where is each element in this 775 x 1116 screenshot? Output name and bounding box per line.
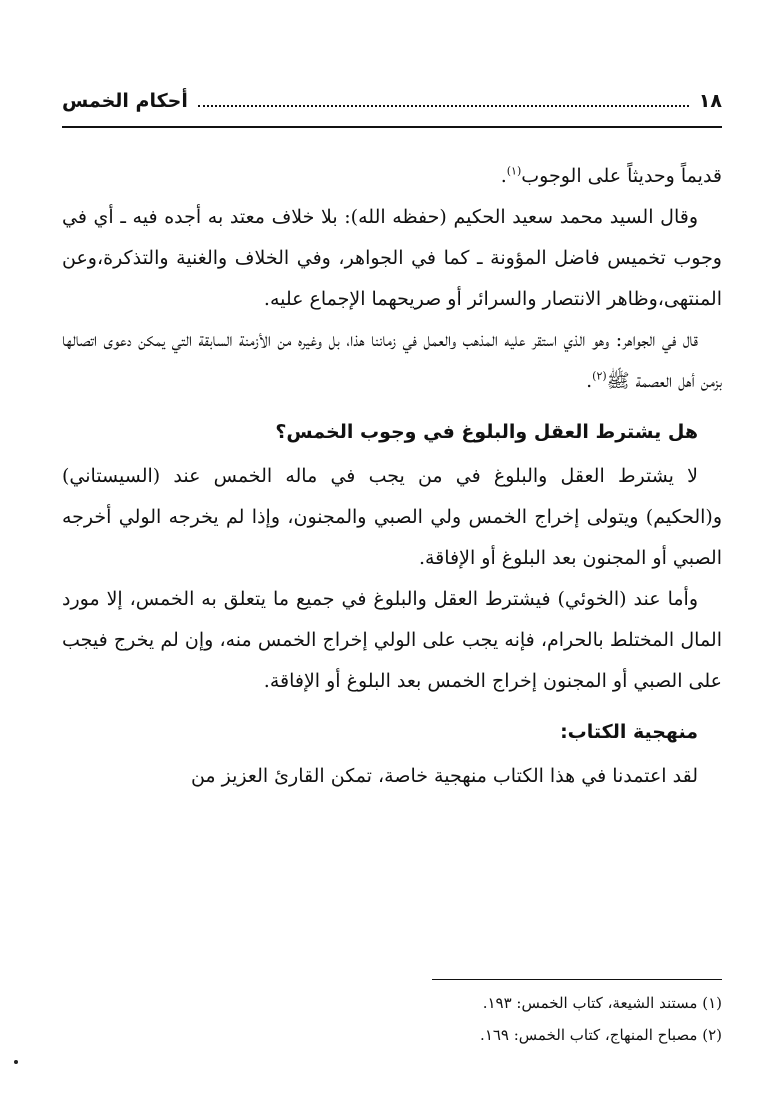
footnote: (٢) مصباح المنهاج، كتاب الخمس: ١٦٩. <box>480 1026 722 1044</box>
paragraph-text: قديماً وحديثاً على الوجوب <box>521 165 722 187</box>
footnote-ref: (١) <box>506 164 522 178</box>
scan-speck <box>14 1060 18 1064</box>
running-header <box>62 90 722 128</box>
footnote-separator <box>432 979 722 980</box>
section-heading: منهجية الكتاب: <box>560 721 698 743</box>
footnote: (١) مستند الشيعة، كتاب الخمس: ١٩٣. <box>482 994 722 1012</box>
section-heading: هل يشترط العقل والبلوغ في وجوب الخمس؟ <box>275 421 698 443</box>
paragraph <box>62 156 722 197</box>
page <box>62 90 722 1044</box>
paragraph: لقد اعتمدنا في هذا الكتاب منهجية خاصة، تمكن القارئ العزيز من <box>190 765 698 787</box>
paragraph-text: قال في الجواهر: وهو الذي استقر عليه المذهب والعمل في زماننا هذا، بل وغيره من الأزمنة السابقة التي يمكن دعوى اتصالها بزمن أهل العصمة ﷺ <box>62 329 722 392</box>
running-title: أحكام الخمس <box>62 90 188 112</box>
paragraph <box>62 320 722 402</box>
paragraph-tail: . <box>586 370 593 392</box>
main-text <box>62 156 722 797</box>
header-dot-leader <box>198 104 689 107</box>
footnotes <box>62 987 722 1051</box>
paragraph: وأما عند (الخوئي) فيشترط العقل والبلوغ في جميع ما يتعلق به الخمس، إلا مورد المال المختلط بالحرام، فإنه يجب على الولي إخراج الخمس منه، وإن لم يخرج فيجب على الصبي أو المجنون إخراج الخمس بعد البلوغ أو الإفاقة. <box>62 588 722 692</box>
paragraph: وقال السيد محمد سعيد الحكيم (حفظه الله): بلا خلاف معتد به أجده فيه ـ أي في وجوب تخميس فاضل المؤونة ـ كما في الجواهر، وفي الخلاف والغنية والتذكرة،وعن المنتهى،وظاهر الانتصار والسرائر أو صريحهما الإجماع عليه. <box>62 206 722 310</box>
paragraph: لا يشترط العقل والبلوغ في من يجب في ماله الخمس عند (السيستاني) و(الحكيم) ويتولى إخراج الخمس ولي الصبي والمجنون، وإذا لم يخرجه الولي أخرجه الصبي أو المجنون بعد البلوغ أو الإفاقة. <box>62 465 722 569</box>
page-number: ١٨ <box>698 90 722 112</box>
paragraph-tail: . <box>500 165 507 187</box>
footnote-ref: (٢) <box>592 369 607 383</box>
